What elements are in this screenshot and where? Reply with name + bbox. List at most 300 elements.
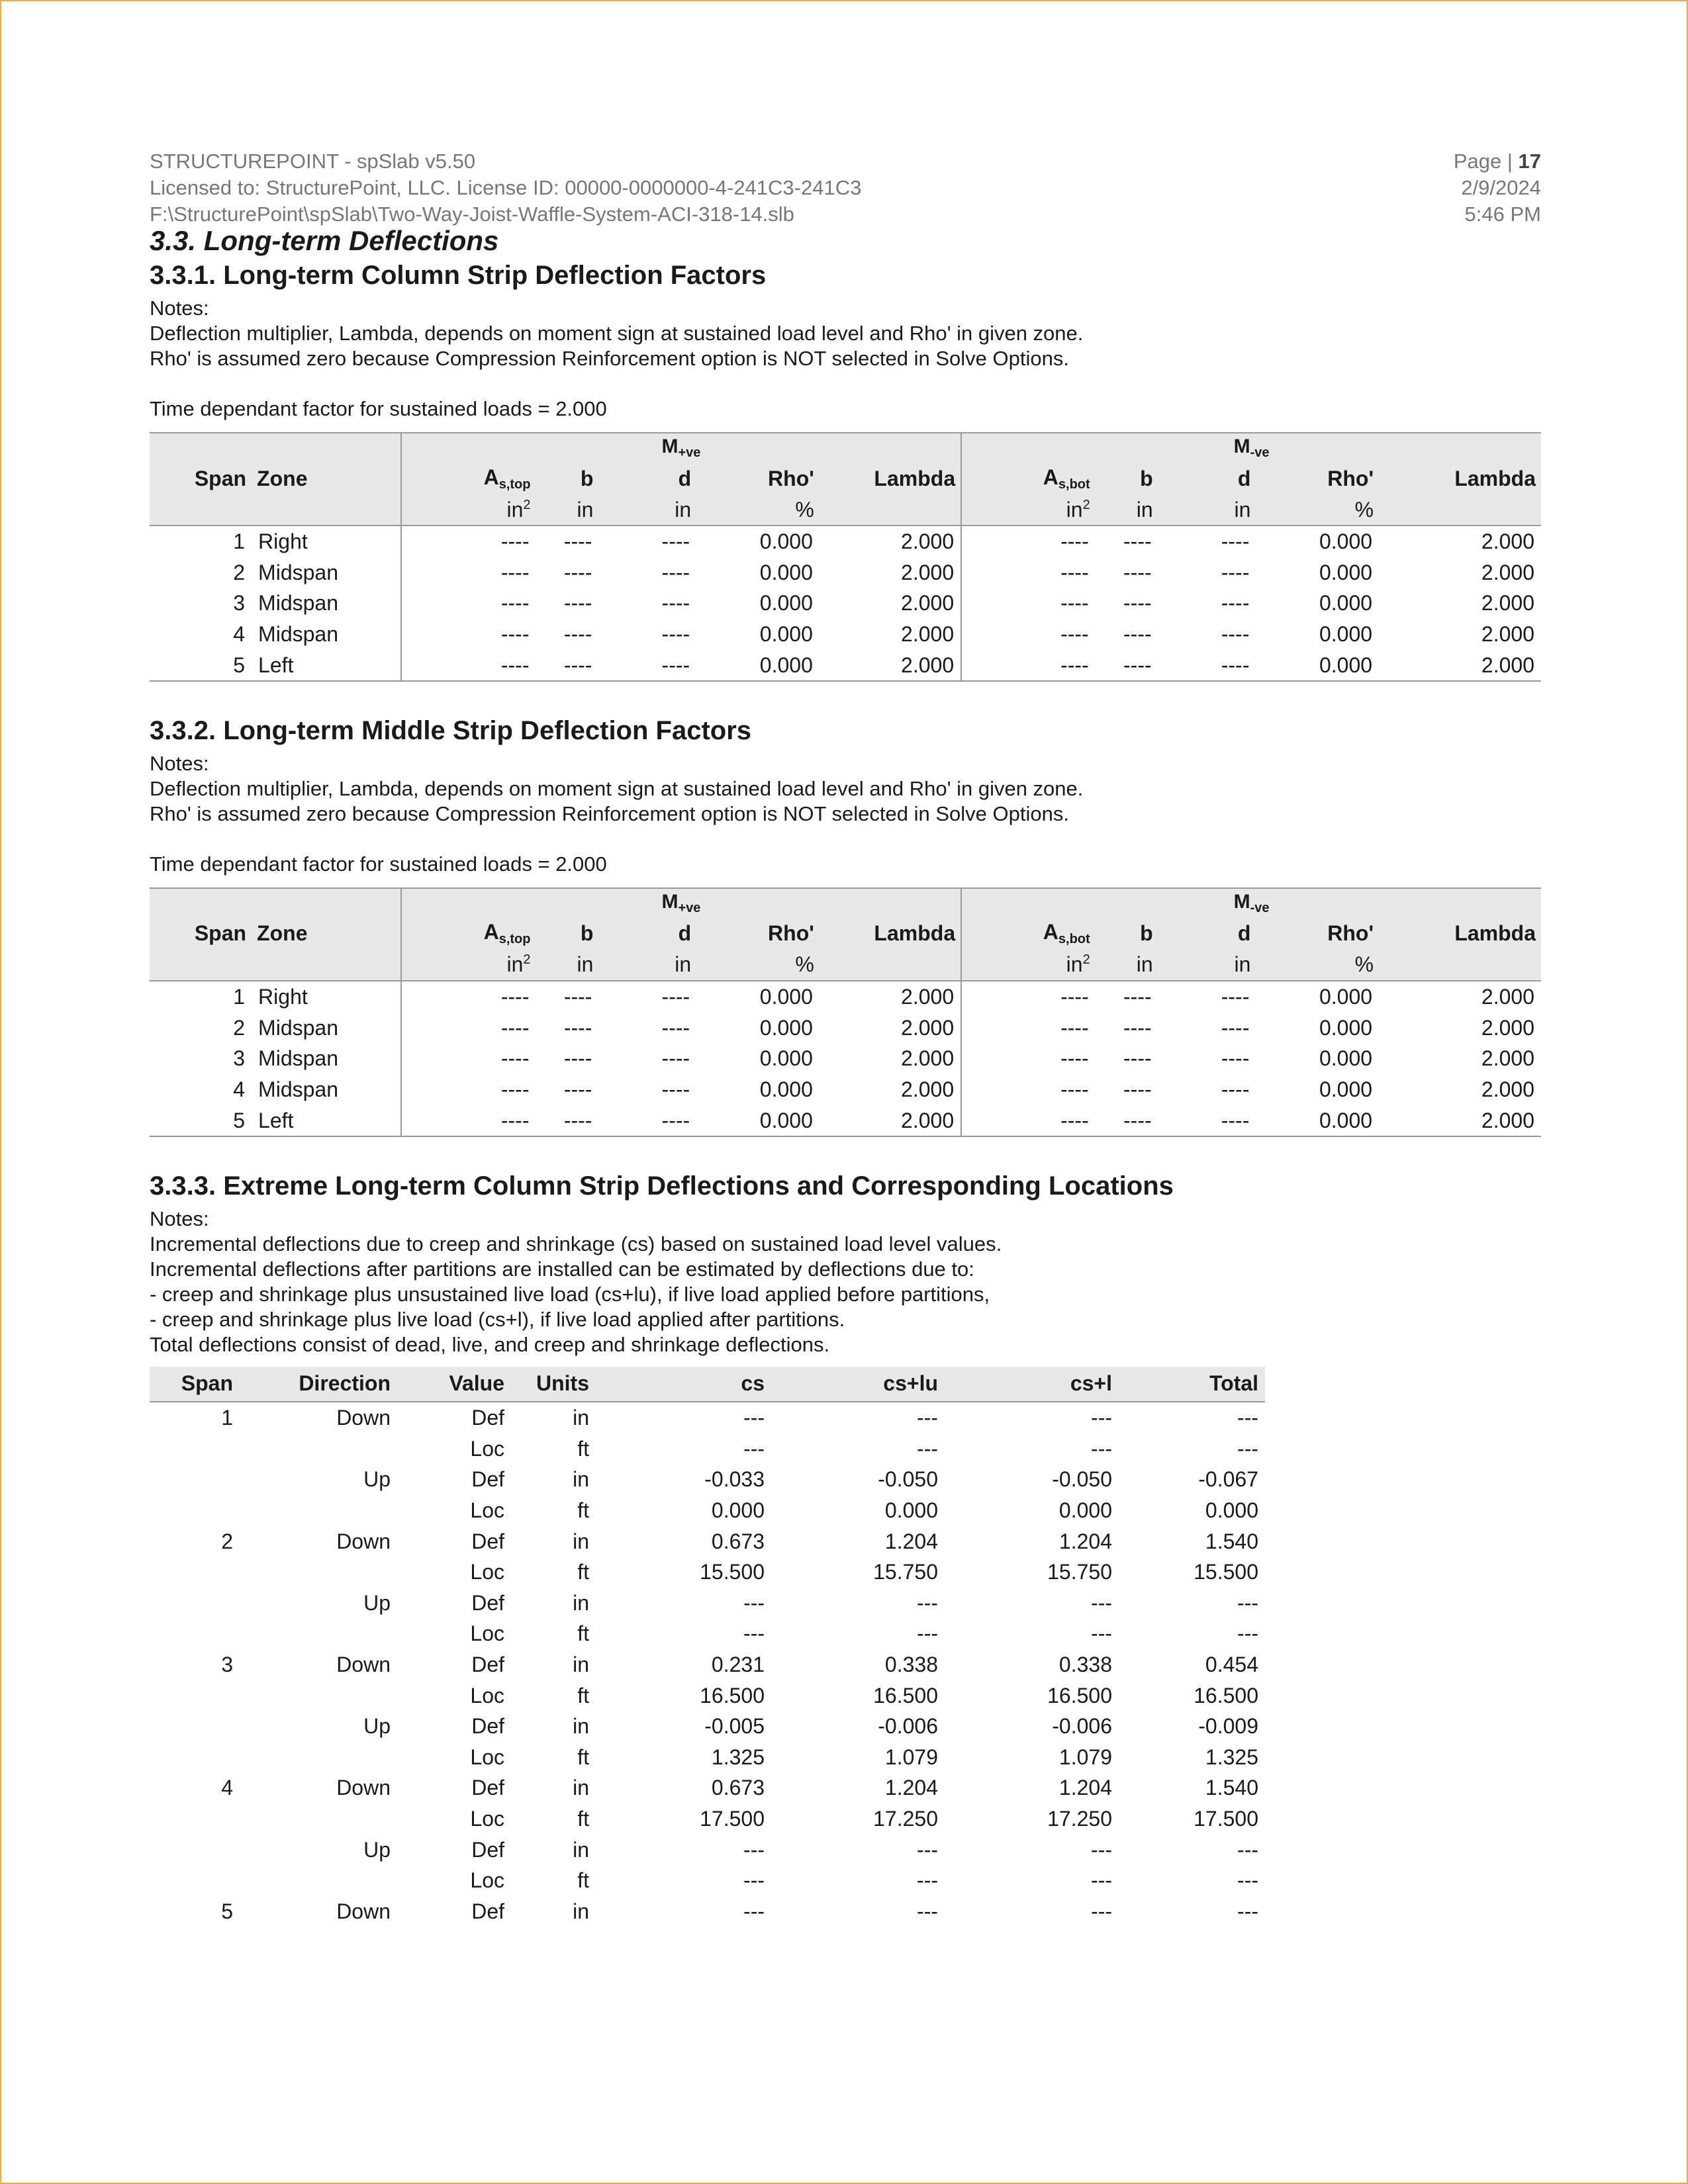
cell-n-d: ---- bbox=[1221, 985, 1250, 1009]
blank-header-cell bbox=[820, 494, 961, 525]
cell-direction: Down bbox=[336, 1652, 391, 1676]
extreme-header-cs: cs bbox=[596, 1367, 771, 1402]
table-row bbox=[150, 1865, 1265, 1896]
table-row bbox=[150, 525, 1541, 557]
table-body bbox=[150, 981, 1541, 1136]
cell-total: -0.067 bbox=[1198, 1467, 1258, 1492]
cell-direction bbox=[240, 1557, 397, 1588]
table-row bbox=[150, 588, 1541, 619]
cell-zone: Right bbox=[258, 985, 308, 1009]
middle-strip-notes bbox=[150, 751, 1541, 827]
cell-units: ft bbox=[577, 1498, 589, 1523]
cell-p-rho: 0.000 bbox=[759, 1077, 813, 1102]
cell-span: 4 bbox=[233, 622, 246, 647]
cell-n-b: ---- bbox=[1123, 529, 1152, 554]
cell-n-b: ---- bbox=[1123, 1046, 1152, 1071]
cell-value: Loc bbox=[470, 1806, 504, 1831]
cell-n-as: ---- bbox=[961, 588, 1096, 619]
cell-cs-l: 16.500 bbox=[1047, 1683, 1112, 1707]
cell-p-b: ---- bbox=[563, 560, 592, 584]
cell-n-as: ---- bbox=[961, 1013, 1096, 1044]
cell-span bbox=[150, 1741, 240, 1772]
cell-value: Def bbox=[471, 1714, 504, 1739]
cell-value: Def bbox=[471, 1652, 504, 1676]
cell-n-rho: 0.000 bbox=[1319, 529, 1373, 554]
cell-cs-lu: 16.500 bbox=[873, 1683, 938, 1707]
cell-units: in bbox=[573, 1590, 589, 1615]
cell-span bbox=[150, 1588, 240, 1619]
cell-cs: --- bbox=[743, 1621, 765, 1646]
m-pos-label: M bbox=[661, 435, 679, 457]
cell-n-d: ---- bbox=[1221, 591, 1250, 615]
cell-cs: --- bbox=[743, 1899, 765, 1923]
span-header: Span bbox=[150, 918, 252, 950]
cell-cs-l: 0.000 bbox=[1058, 1498, 1112, 1523]
cell-cs-lu: --- bbox=[917, 1899, 938, 1923]
cell-cs-lu: 0.338 bbox=[884, 1652, 938, 1676]
b-unit: in bbox=[1096, 494, 1158, 525]
cell-n-d: ---- bbox=[1158, 649, 1256, 681]
area-unit bbox=[961, 494, 1096, 525]
middle-strip-section bbox=[150, 716, 1541, 1137]
cell-n-b: ---- bbox=[1096, 649, 1158, 681]
table-head bbox=[150, 433, 1541, 525]
cell-n-as: ---- bbox=[961, 557, 1096, 588]
page-label: Page | bbox=[1453, 150, 1519, 173]
cell-direction: Up bbox=[363, 1837, 391, 1862]
cell-cs: --- bbox=[743, 1590, 765, 1615]
time-factor: Time dependant factor for sustained loads = 2.000 bbox=[150, 397, 607, 420]
cell-n-rho: 0.000 bbox=[1256, 1105, 1379, 1136]
area-unit bbox=[401, 950, 536, 981]
as-top-header bbox=[401, 918, 536, 950]
cell-units: in bbox=[573, 1837, 589, 1862]
cell-value: Def bbox=[471, 1467, 504, 1492]
m-neg-label: M bbox=[1233, 890, 1250, 913]
cell-n-lambda: 2.000 bbox=[1379, 649, 1541, 681]
cell-value: Loc bbox=[470, 1868, 504, 1893]
column-strip-notes bbox=[150, 296, 1541, 371]
cell-direction bbox=[240, 1680, 397, 1711]
note-line: Rho' is assumed zero because Compression Reinforcement option is NOT selected in Solve Options. bbox=[150, 347, 1069, 370]
cell-value: Loc bbox=[470, 1498, 504, 1523]
area-unit bbox=[401, 494, 536, 525]
cell-cs: -0.005 bbox=[704, 1714, 765, 1739]
cell-n-lambda: 2.000 bbox=[1481, 1077, 1534, 1102]
m-pos-label-subscript: +ve bbox=[678, 900, 701, 915]
area-unit-label: in bbox=[1066, 952, 1083, 977]
header-time: 5:46 PM bbox=[1464, 203, 1541, 226]
table-row bbox=[150, 619, 1541, 650]
cell-direction bbox=[240, 1803, 397, 1835]
cell-n-as: ---- bbox=[961, 1043, 1096, 1074]
cell-direction bbox=[240, 1741, 397, 1772]
cell-p-b: ---- bbox=[536, 649, 598, 681]
cell-p-b: ---- bbox=[563, 529, 592, 554]
cell-n-lambda: 2.000 bbox=[1481, 591, 1534, 615]
table-row bbox=[150, 1433, 1265, 1465]
cell-direction bbox=[240, 1495, 397, 1526]
cell-p-lambda: 2.000 bbox=[820, 649, 961, 681]
cell-direction: Up bbox=[363, 1590, 391, 1615]
rho-unit: % bbox=[1256, 494, 1379, 525]
cell-n-b: ---- bbox=[1123, 560, 1152, 584]
cell-p-rho: 0.000 bbox=[759, 1015, 813, 1040]
as-top-label-subscript: s,top bbox=[498, 477, 531, 492]
table-body bbox=[150, 525, 1541, 681]
cell-cs-l: --- bbox=[1091, 1899, 1112, 1923]
cell-n-lambda: 2.000 bbox=[1481, 529, 1534, 554]
table-row bbox=[150, 1834, 1265, 1865]
extreme-header-total: Total bbox=[1119, 1367, 1265, 1402]
cell-cs-l: -0.050 bbox=[1052, 1467, 1112, 1492]
cell-n-d: ---- bbox=[1221, 529, 1250, 554]
as-top-header bbox=[401, 463, 536, 494]
cell-n-as: ---- bbox=[961, 1105, 1096, 1136]
cell-span: 3 bbox=[221, 1652, 233, 1676]
as-bot-label: A bbox=[1043, 465, 1058, 489]
cell-zone: Midspan bbox=[258, 622, 338, 647]
units-row bbox=[150, 950, 1541, 981]
cell-units: in bbox=[573, 1406, 589, 1430]
cell-cs-lu: 0.000 bbox=[884, 1498, 938, 1523]
area-unit-label-superscript: 2 bbox=[523, 952, 531, 968]
table-row bbox=[150, 981, 1541, 1013]
blank-header-cell bbox=[252, 950, 401, 981]
cell-total: --- bbox=[1237, 1621, 1258, 1646]
blank-header-cell bbox=[150, 888, 252, 918]
cell-cs-lu: -0.006 bbox=[878, 1714, 938, 1739]
table-row bbox=[150, 1525, 1265, 1557]
cell-direction: Down bbox=[336, 1899, 391, 1923]
cell-cs-lu: -0.050 bbox=[878, 1467, 938, 1492]
extreme-header-row bbox=[150, 1367, 1265, 1402]
column-label-row bbox=[150, 918, 1541, 950]
table-row bbox=[150, 557, 1541, 588]
table-row bbox=[150, 1741, 1265, 1772]
cell-p-lambda: 2.000 bbox=[901, 591, 955, 615]
cell-span: 1 bbox=[233, 985, 246, 1009]
cell-total: 0.000 bbox=[1205, 1498, 1258, 1523]
cell-n-as: ---- bbox=[961, 619, 1096, 650]
table-row bbox=[150, 1495, 1265, 1526]
cell-p-d: ---- bbox=[661, 985, 690, 1009]
area-unit-label: in bbox=[506, 497, 524, 522]
blank-header-cell bbox=[1379, 494, 1541, 525]
cell-p-b: ---- bbox=[563, 1015, 592, 1040]
blank-header-cell bbox=[252, 494, 401, 525]
cell-total: --- bbox=[1237, 1590, 1258, 1615]
cell-cs-l: 1.204 bbox=[1058, 1529, 1112, 1553]
cell-n-lambda: 2.000 bbox=[1379, 1105, 1541, 1136]
d-header: d bbox=[598, 918, 696, 950]
cell-n-rho: 0.000 bbox=[1319, 622, 1373, 647]
cell-value: Def bbox=[471, 1776, 504, 1800]
cell-direction: Down bbox=[336, 1776, 391, 1800]
cell-p-as: ---- bbox=[401, 649, 536, 681]
middle-strip-table-holder bbox=[150, 887, 1541, 1137]
cell-cs: --- bbox=[743, 1406, 765, 1430]
area-unit bbox=[961, 950, 1096, 981]
cell-units: ft bbox=[577, 1745, 589, 1769]
table-row bbox=[150, 1680, 1265, 1711]
cell-cs: 0.231 bbox=[711, 1652, 765, 1676]
cell-zone: Midspan bbox=[258, 1046, 338, 1071]
zone-header: Zone bbox=[252, 463, 401, 494]
page-number-line bbox=[1454, 148, 1541, 175]
b-unit: in bbox=[536, 494, 598, 525]
cell-p-lambda: 2.000 bbox=[901, 560, 955, 584]
cell-direction: Up bbox=[363, 1714, 391, 1739]
rho-unit: % bbox=[1256, 950, 1379, 981]
cell-n-lambda: 2.000 bbox=[1481, 560, 1534, 584]
cell-n-d: ---- bbox=[1221, 1046, 1250, 1071]
area-unit-label-superscript: 2 bbox=[1082, 952, 1090, 968]
cell-span bbox=[150, 1495, 240, 1526]
zone-header: Zone bbox=[252, 918, 401, 950]
table-row bbox=[150, 1043, 1541, 1074]
area-unit-label-superscript: 2 bbox=[523, 497, 531, 512]
cell-total: --- bbox=[1237, 1436, 1258, 1461]
cell-total: --- bbox=[1237, 1837, 1258, 1862]
column-label-row bbox=[150, 463, 1541, 494]
cell-span: 2 bbox=[221, 1529, 233, 1553]
cell-p-as: ---- bbox=[401, 588, 536, 619]
deflection-factors-table bbox=[150, 887, 1541, 1137]
cell-total: 1.325 bbox=[1205, 1745, 1258, 1769]
as-bot-label: A bbox=[1043, 920, 1058, 944]
header-license: Licensed to: StructurePoint, LLC. License ID: 00000-0000000-4-241C3-241C3 bbox=[150, 176, 862, 199]
as-bot-label-subscript: s,bot bbox=[1058, 932, 1090, 947]
extreme-notes bbox=[150, 1206, 1541, 1357]
cell-p-as: ---- bbox=[401, 619, 536, 650]
cell-p-as: ---- bbox=[401, 525, 536, 557]
cell-n-b: ---- bbox=[1123, 1077, 1152, 1102]
cell-cs-l: --- bbox=[1091, 1590, 1112, 1615]
cell-p-d: ---- bbox=[661, 1077, 690, 1102]
notes-label: Notes: bbox=[150, 751, 209, 775]
header-left bbox=[150, 148, 861, 228]
cell-n-rho: 0.000 bbox=[1319, 591, 1373, 615]
cell-total: --- bbox=[1237, 1899, 1258, 1923]
table-row bbox=[150, 1013, 1541, 1044]
m-pos-label: M bbox=[661, 890, 679, 913]
cell-zone: Left bbox=[252, 649, 401, 681]
table-row bbox=[150, 1464, 1265, 1495]
page-header bbox=[150, 148, 1541, 228]
note-line: Incremental deflections due to creep and shrinkage (cs) based on sustained load level values. bbox=[150, 1232, 1002, 1255]
table-row bbox=[150, 1895, 1265, 1927]
d-header: d bbox=[1158, 463, 1256, 494]
cell-cs-lu: 1.204 bbox=[884, 1776, 938, 1800]
rho-header: Rho' bbox=[696, 918, 820, 950]
m-neg-label-subscript: -ve bbox=[1250, 445, 1270, 460]
cell-total: 16.500 bbox=[1194, 1683, 1258, 1707]
cell-p-lambda: 2.000 bbox=[901, 622, 955, 647]
extreme-header-direction: Direction bbox=[240, 1367, 397, 1402]
cell-cs-lu: 17.250 bbox=[873, 1806, 938, 1831]
cell-units: in bbox=[573, 1776, 589, 1800]
cell-cs-l: -0.006 bbox=[1052, 1714, 1112, 1739]
note-line: Rho' is assumed zero because Compression Reinforcement option is NOT selected in Solve Options. bbox=[150, 801, 1069, 825]
cell-cs: -0.033 bbox=[704, 1467, 765, 1492]
cell-n-as: ---- bbox=[961, 649, 1096, 681]
cell-cs-lu: --- bbox=[917, 1406, 938, 1430]
rho-header: Rho' bbox=[1256, 918, 1379, 950]
rho-header: Rho' bbox=[696, 463, 820, 494]
table-row bbox=[150, 1402, 1265, 1433]
cell-units: ft bbox=[577, 1683, 589, 1707]
note-line: Total deflections consist of dead, live, and creep and shrinkage deflections. bbox=[150, 1332, 830, 1356]
cell-p-rho: 0.000 bbox=[759, 622, 813, 647]
b-unit: in bbox=[536, 950, 598, 981]
note-line: Deflection multiplier, Lambda, depends on moment sign at sustained load level and Rho' in given zone. bbox=[150, 776, 1084, 800]
table-row bbox=[150, 1711, 1265, 1742]
negative-moment-header bbox=[961, 433, 1541, 463]
cell-p-b: ---- bbox=[563, 591, 592, 615]
cell-n-b: ---- bbox=[1096, 1105, 1158, 1136]
moment-group-row bbox=[150, 433, 1541, 463]
extreme-header-span: Span bbox=[150, 1367, 240, 1402]
extreme-header-cs-l: cs+l bbox=[945, 1367, 1119, 1402]
cell-span: 2 bbox=[233, 1015, 246, 1040]
blank-header-cell bbox=[150, 494, 252, 525]
cell-direction: Down bbox=[336, 1529, 391, 1553]
rho-unit: % bbox=[696, 950, 820, 981]
cell-span bbox=[150, 1618, 240, 1649]
cell-units: in bbox=[573, 1652, 589, 1676]
cell-span bbox=[150, 1464, 240, 1495]
cell-cs: --- bbox=[743, 1868, 765, 1893]
cell-p-d: ---- bbox=[598, 649, 696, 681]
cell-n-lambda: 2.000 bbox=[1481, 985, 1534, 1009]
cell-n-as: ---- bbox=[961, 1074, 1096, 1105]
cell-cs-lu: --- bbox=[917, 1590, 938, 1615]
negative-moment-header bbox=[961, 888, 1541, 918]
cell-span bbox=[150, 1865, 240, 1896]
cell-p-d: ---- bbox=[598, 1105, 696, 1136]
cell-units: ft bbox=[577, 1621, 589, 1646]
header-program: STRUCTUREPOINT - spSlab v5.50 bbox=[150, 150, 476, 173]
blank-header-cell bbox=[150, 433, 252, 463]
cell-cs: 0.000 bbox=[711, 1498, 765, 1523]
page-number: 17 bbox=[1518, 150, 1541, 173]
table-row bbox=[150, 1074, 1541, 1105]
cell-zone: Midspan bbox=[258, 1015, 338, 1040]
cell-cs-l: 15.750 bbox=[1047, 1560, 1112, 1584]
cell-cs-lu: --- bbox=[917, 1621, 938, 1646]
cell-n-lambda: 2.000 bbox=[1481, 622, 1534, 647]
table-row bbox=[150, 649, 1541, 681]
cell-cs: --- bbox=[743, 1837, 765, 1862]
as-top-label-subscript: s,top bbox=[498, 932, 531, 947]
cell-total: 15.500 bbox=[1194, 1560, 1258, 1584]
cell-cs-lu: --- bbox=[917, 1868, 938, 1893]
cell-p-rho: 0.000 bbox=[759, 529, 813, 554]
cell-total: --- bbox=[1237, 1406, 1258, 1430]
cell-units: in bbox=[573, 1467, 589, 1492]
moment-group-row bbox=[150, 888, 1541, 918]
cell-span: 3 bbox=[233, 591, 246, 615]
cell-n-b: ---- bbox=[1123, 622, 1152, 647]
cell-span: 3 bbox=[233, 1046, 246, 1071]
d-unit: in bbox=[598, 950, 696, 981]
header-filepath: F:\StructurePoint\spSlab\Two-Way-Joist-Waffle-System-ACI-318-14.slb bbox=[150, 203, 794, 226]
m-pos-label-subscript: +ve bbox=[678, 445, 701, 460]
cell-n-rho: 0.000 bbox=[1319, 560, 1373, 584]
cell-n-d: ---- bbox=[1221, 1077, 1250, 1102]
units-row bbox=[150, 494, 1541, 525]
cell-p-rho: 0.000 bbox=[759, 591, 813, 615]
cell-span bbox=[150, 1557, 240, 1588]
cell-p-lambda: 2.000 bbox=[901, 1046, 955, 1071]
cell-zone: Left bbox=[252, 1105, 401, 1136]
cell-span bbox=[150, 1803, 240, 1835]
cell-n-as: ---- bbox=[961, 981, 1096, 1013]
cell-span: 5 bbox=[150, 649, 252, 681]
cell-cs-l: --- bbox=[1091, 1837, 1112, 1862]
cell-value: Loc bbox=[470, 1560, 504, 1584]
cell-n-d: ---- bbox=[1221, 1015, 1250, 1040]
cell-p-d: ---- bbox=[661, 622, 690, 647]
positive-moment-header bbox=[401, 888, 961, 918]
header-right bbox=[1454, 148, 1541, 228]
as-bot-header bbox=[961, 463, 1096, 494]
blank-header-cell bbox=[150, 950, 252, 981]
cell-value: Loc bbox=[470, 1436, 504, 1461]
cell-total: 1.540 bbox=[1205, 1776, 1258, 1800]
blank-header-cell bbox=[252, 433, 401, 463]
as-bot-header bbox=[961, 918, 1096, 950]
cell-p-as: ---- bbox=[401, 1013, 536, 1044]
page-content bbox=[150, 148, 1541, 1927]
cell-total: -0.009 bbox=[1198, 1714, 1258, 1739]
cell-direction bbox=[240, 1433, 397, 1465]
cell-span: 1 bbox=[233, 529, 246, 554]
cell-n-d: ---- bbox=[1158, 1105, 1256, 1136]
cell-units: ft bbox=[577, 1806, 589, 1831]
cell-cs-lu: 1.204 bbox=[884, 1529, 938, 1553]
area-unit-label: in bbox=[1066, 497, 1083, 522]
extreme-header-cs-lu: cs+lu bbox=[771, 1367, 945, 1402]
extreme-header-units: Units bbox=[511, 1367, 596, 1402]
area-unit-label: in bbox=[506, 952, 524, 977]
lambda-header: Lambda bbox=[820, 918, 961, 950]
cell-units: in bbox=[573, 1899, 589, 1923]
b-header: b bbox=[536, 463, 598, 494]
cell-p-b: ---- bbox=[536, 1105, 598, 1136]
cell-p-rho: 0.000 bbox=[759, 1046, 813, 1071]
cell-cs-l: --- bbox=[1091, 1621, 1112, 1646]
cell-cs: 17.500 bbox=[700, 1806, 765, 1831]
column-strip-title: 3.3.1. Long-term Column Strip Deflection Factors bbox=[150, 261, 767, 290]
cell-total: 1.540 bbox=[1205, 1529, 1258, 1553]
notes-label: Notes: bbox=[150, 1206, 209, 1230]
cell-p-as: ---- bbox=[401, 1105, 536, 1136]
cell-n-lambda: 2.000 bbox=[1481, 1046, 1534, 1071]
cell-p-lambda: 2.000 bbox=[901, 529, 955, 554]
cell-zone: Midspan bbox=[258, 1077, 338, 1102]
cell-span: 5 bbox=[150, 1105, 252, 1136]
d-unit: in bbox=[1158, 494, 1256, 525]
cell-p-as: ---- bbox=[401, 1043, 536, 1074]
lambda-header: Lambda bbox=[1379, 918, 1541, 950]
cell-p-lambda: 2.000 bbox=[820, 1105, 961, 1136]
cell-cs-lu: 1.079 bbox=[884, 1745, 938, 1769]
cell-n-b: ---- bbox=[1123, 591, 1152, 615]
cell-direction: Down bbox=[336, 1406, 391, 1430]
m-neg-label-subscript: -ve bbox=[1250, 900, 1270, 915]
